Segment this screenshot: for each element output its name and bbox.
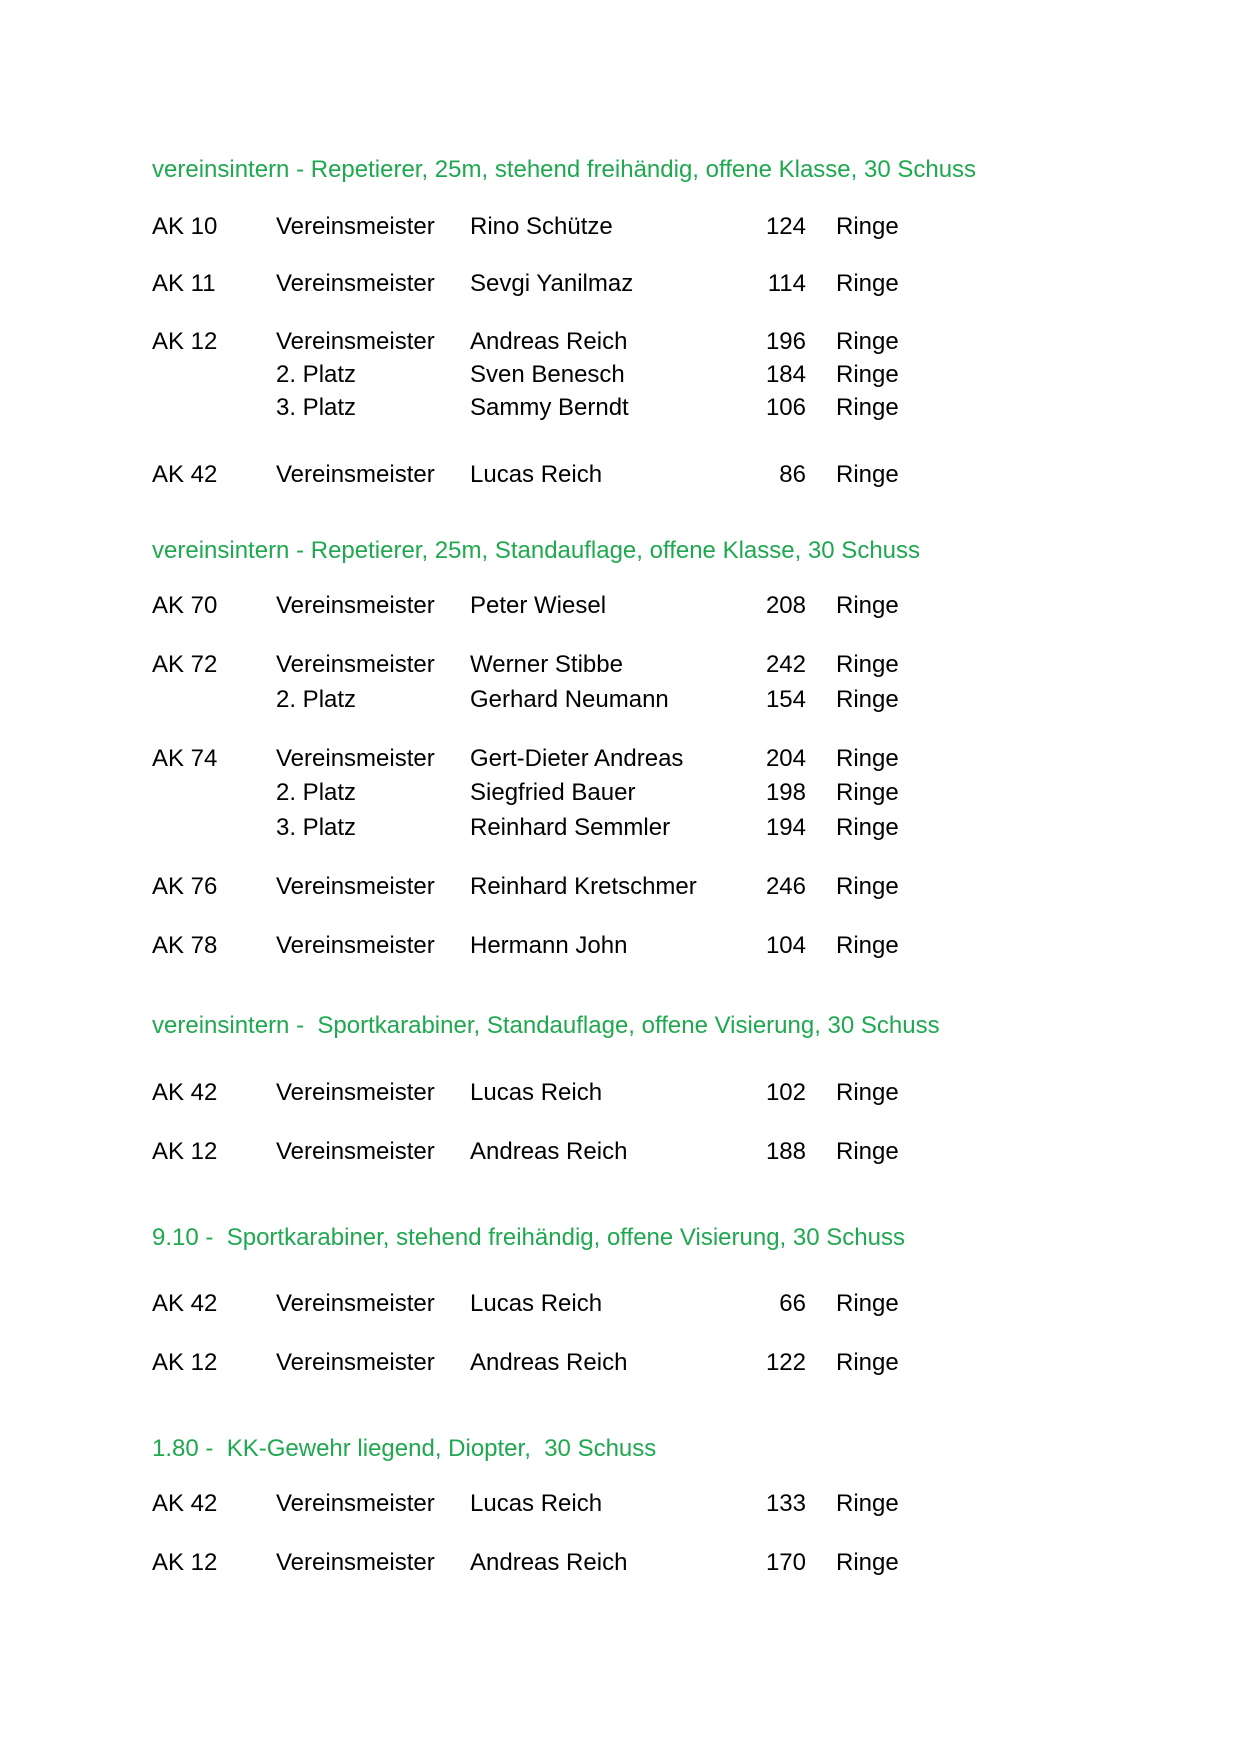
shooter-name: Gerhard Neumann: [470, 686, 669, 713]
shooter-name: Hermann John: [470, 932, 628, 959]
shooter-name: Rino Schütze: [470, 213, 613, 240]
result-row: [0, 685, 1240, 715]
placement: Vereinsmeister: [276, 1490, 435, 1517]
placement: Vereinsmeister: [276, 270, 435, 297]
score: 188: [765, 1138, 806, 1165]
placement: Vereinsmeister: [276, 1290, 435, 1317]
age-class: AK 10: [152, 213, 218, 240]
score: 104: [765, 932, 806, 959]
shooter-name: Sammy Berndt: [470, 394, 629, 421]
result-row: [0, 1078, 1240, 1108]
placement: Vereinsmeister: [276, 328, 435, 355]
age-class: AK 70: [152, 592, 218, 619]
result-row: [0, 327, 1240, 357]
score: 196: [765, 328, 806, 355]
result-row: [0, 591, 1240, 621]
score-unit: Ringe: [836, 1349, 899, 1376]
placement: 2. Platz: [276, 779, 357, 806]
score: 184: [765, 361, 806, 388]
placement: 3. Platz: [276, 814, 357, 841]
placement: Vereinsmeister: [276, 1138, 435, 1165]
score-unit: Ringe: [836, 328, 899, 355]
shooter-name: Peter Wiesel: [470, 592, 607, 619]
score-unit: Ringe: [836, 873, 899, 900]
section-heading: 1.80 - KK-Gewehr liegend, Diopter, 30 Schuss: [152, 1435, 657, 1462]
section-heading: 9.10 - Sportkarabiner, stehend freihändig, offene Visierung, 30 Schuss: [152, 1224, 905, 1251]
age-class: AK 12: [152, 1138, 218, 1165]
score: 204: [765, 745, 806, 772]
age-class: AK 78: [152, 932, 218, 959]
shooter-name: Sven Benesch: [470, 361, 625, 388]
shooter-name: Lucas Reich: [470, 461, 603, 488]
result-row: [0, 1348, 1240, 1378]
result-row: [0, 1289, 1240, 1319]
placement: Vereinsmeister: [276, 873, 435, 900]
placement: Vereinsmeister: [276, 1079, 435, 1106]
result-row: [0, 813, 1240, 843]
age-class: AK 42: [152, 1490, 218, 1517]
age-class: AK 42: [152, 1079, 218, 1106]
result-row: [0, 872, 1240, 902]
shooter-name: Werner Stibbe: [470, 651, 623, 678]
shooter-name: Lucas Reich: [470, 1490, 603, 1517]
shooter-name: Andreas Reich: [470, 1349, 628, 1376]
age-class: AK 12: [152, 1349, 218, 1376]
score-unit: Ringe: [836, 932, 899, 959]
score-unit: Ringe: [836, 592, 899, 619]
result-row: [0, 269, 1240, 299]
shooter-name: Reinhard Semmler: [470, 814, 671, 841]
shooter-name: Andreas Reich: [470, 1138, 628, 1165]
score: 66: [779, 1290, 806, 1317]
placement: 2. Platz: [276, 686, 357, 713]
result-row: [0, 778, 1240, 808]
result-row: [0, 1489, 1240, 1519]
result-row: [0, 931, 1240, 961]
score-unit: Ringe: [836, 651, 899, 678]
placement: Vereinsmeister: [276, 1349, 435, 1376]
score: 194: [765, 814, 806, 841]
score: 198: [765, 779, 806, 806]
score-unit: Ringe: [836, 814, 899, 841]
age-class: AK 11: [152, 270, 216, 297]
score-unit: Ringe: [836, 1138, 899, 1165]
age-class: AK 42: [152, 1290, 218, 1317]
shooter-name: Reinhard Kretschmer: [470, 873, 697, 900]
score: 154: [765, 686, 806, 713]
score: 124: [765, 213, 806, 240]
shooter-name: Andreas Reich: [470, 1549, 628, 1576]
score: 114: [767, 270, 806, 297]
score-unit: Ringe: [836, 394, 899, 421]
result-row: [0, 460, 1240, 490]
score: 133: [765, 1490, 806, 1517]
result-row: [0, 393, 1240, 423]
placement: Vereinsmeister: [276, 461, 435, 488]
placement: 2. Platz: [276, 361, 357, 388]
placement: Vereinsmeister: [276, 592, 435, 619]
score-unit: Ringe: [836, 1490, 899, 1517]
score-unit: Ringe: [836, 1290, 899, 1317]
result-row: [0, 650, 1240, 680]
placement: Vereinsmeister: [276, 651, 435, 678]
placement: Vereinsmeister: [276, 745, 435, 772]
score-unit: Ringe: [836, 745, 899, 772]
result-row: [0, 360, 1240, 390]
result-row: [0, 212, 1240, 242]
result-row: [0, 1137, 1240, 1167]
shooter-name: Sevgi Yanilmaz: [470, 270, 634, 297]
age-class: AK 42: [152, 461, 218, 488]
score-unit: Ringe: [836, 1549, 899, 1576]
section-heading: vereinsintern - Repetierer, 25m, Standauflage, offene Klasse, 30 Schuss: [152, 537, 921, 564]
result-row: [0, 1548, 1240, 1578]
score: 242: [765, 651, 806, 678]
score: 122: [765, 1349, 806, 1376]
score: 246: [765, 873, 806, 900]
score: 170: [765, 1549, 806, 1576]
placement: Vereinsmeister: [276, 213, 435, 240]
age-class: AK 74: [152, 745, 218, 772]
shooter-name: Andreas Reich: [470, 328, 628, 355]
age-class: AK 76: [152, 873, 218, 900]
age-class: AK 12: [152, 328, 218, 355]
result-row: [0, 744, 1240, 774]
section-heading: vereinsintern - Repetierer, 25m, stehend freihändig, offene Klasse, 30 Schuss: [152, 156, 977, 183]
score: 86: [779, 461, 806, 488]
placement: Vereinsmeister: [276, 1549, 435, 1576]
score-unit: Ringe: [836, 213, 899, 240]
score-unit: Ringe: [836, 779, 899, 806]
shooter-name: Siegfried Bauer: [470, 779, 636, 806]
section-heading: vereinsintern - Sportkarabiner, Standauflage, offene Visierung, 30 Schuss: [152, 1012, 940, 1039]
score: 102: [765, 1079, 806, 1106]
placement: Vereinsmeister: [276, 932, 435, 959]
score-unit: Ringe: [836, 1079, 899, 1106]
score-unit: Ringe: [836, 686, 899, 713]
shooter-name: Lucas Reich: [470, 1290, 603, 1317]
shooter-name: Lucas Reich: [470, 1079, 603, 1106]
score-unit: Ringe: [836, 361, 899, 388]
score: 106: [765, 394, 806, 421]
age-class: AK 72: [152, 651, 218, 678]
score-unit: Ringe: [836, 461, 899, 488]
placement: 3. Platz: [276, 394, 357, 421]
age-class: AK 12: [152, 1549, 218, 1576]
score: 208: [765, 592, 806, 619]
shooter-name: Gert-Dieter Andreas: [470, 745, 684, 772]
score-unit: Ringe: [836, 270, 899, 297]
